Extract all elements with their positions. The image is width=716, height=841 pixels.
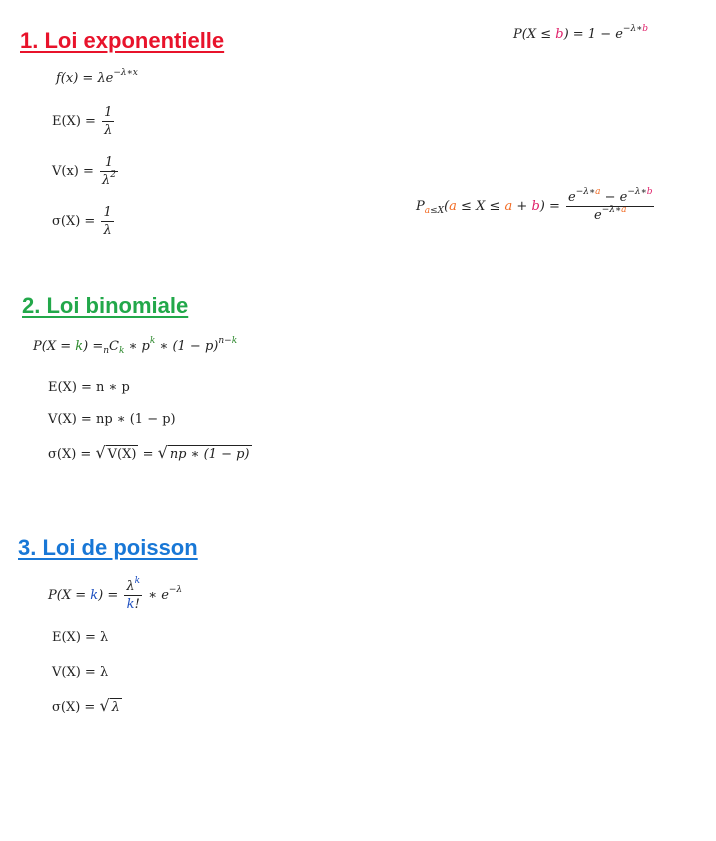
binom-stddev-rad1: V(X) <box>107 447 137 462</box>
exp-cdf-b: b <box>555 27 564 42</box>
binom-pmf-rest: ∗ (1 − p) <box>155 339 219 354</box>
exp-stddev-den: λ <box>101 221 113 237</box>
exp-variance-den-square: 2 <box>110 170 117 180</box>
cond-mid: ≤ X ≤ <box>456 199 505 214</box>
exp-cdf-exponent: −λ∗ <box>622 24 643 34</box>
exp-expectation-formula <box>52 106 116 137</box>
cond-open: ( <box>444 199 450 214</box>
poisson-pmf-den-k: k <box>126 597 135 612</box>
radical-icon: √ <box>157 443 168 462</box>
cond-sub-rest: ≤X <box>430 206 445 216</box>
binom-pmf-formula <box>33 336 238 356</box>
cond-a2: a <box>504 199 513 214</box>
section-title-poisson: 3. Loi de poisson <box>18 535 198 560</box>
section-title-exponential: 1. Loi exponentielle <box>20 28 225 53</box>
binom-pmf-n-sub: n <box>103 346 110 356</box>
exp-density-formula <box>56 68 138 86</box>
cond-num-exp1: −λ∗ <box>575 187 596 197</box>
poisson-pmf-rest: ∗ e <box>144 588 169 603</box>
binom-pmf-p: ∗ p <box>124 339 150 354</box>
binom-stddev-rad2: np ∗ (1 − p) <box>169 447 250 462</box>
cond-den-exp: −λ∗ <box>601 205 622 215</box>
exp-variance-num: 1 <box>104 155 114 170</box>
cond-num-e1: e <box>568 190 576 205</box>
cond-den-e: e <box>594 208 602 223</box>
cond-b: b <box>531 199 540 214</box>
binom-pmf-k: k <box>75 339 84 354</box>
poisson-pmf-num-k: k <box>134 576 141 586</box>
poisson-expectation-formula: E(X) = λ <box>52 630 109 645</box>
poisson-stddev-lhs: σ(X) = <box>52 700 100 715</box>
poisson-pmf-exp: −λ <box>168 585 183 595</box>
poisson-pmf-lhs: P(X = <box>48 588 91 603</box>
poisson-pmf-den-fact: ! <box>134 597 140 612</box>
poisson-stddev-formula <box>52 698 122 714</box>
section-title-binomial: 2. Loi binomiale <box>22 293 189 318</box>
poisson-pmf-mid: ) = <box>98 588 119 603</box>
exp-cdf-exponent-b: b <box>642 24 649 34</box>
cond-num-exp2: −λ∗ <box>627 187 647 197</box>
exp-expectation-lhs: E(X) = <box>52 114 96 129</box>
exp-cdf-lhs: P(X ≤ <box>513 27 556 42</box>
cond-close: ) = <box>539 199 560 214</box>
poisson-pmf-formula <box>48 576 183 612</box>
cond-num-exp2-b: b <box>646 187 653 197</box>
radical-icon: √ <box>95 443 106 462</box>
poisson-stddev-rad: λ <box>111 700 120 715</box>
exp-variance-lhs: V(x) = <box>52 164 94 179</box>
binom-stddev-eq: = <box>138 447 158 462</box>
exp-density-exponent: −λ∗x <box>113 68 138 78</box>
binom-stddev-lhs: σ(X) = <box>48 447 96 462</box>
cond-num-minus: − e <box>600 190 628 205</box>
binom-pmf-k-sup: k <box>149 336 156 346</box>
poisson-pmf-k: k <box>90 588 99 603</box>
poisson-pmf-num-lambda: λ <box>126 579 135 594</box>
radical-icon: √ <box>99 696 110 715</box>
cond-P: P <box>416 199 425 214</box>
exp-stddev-formula <box>52 206 116 237</box>
cond-a: a <box>449 199 457 214</box>
exp-cdf-mid: ) = 1 − e <box>563 27 623 42</box>
cond-plus: + <box>512 199 532 214</box>
cond-num-exp1-a: a <box>595 187 601 197</box>
exp-variance-den: λ <box>102 173 111 188</box>
binom-pmf-C: C <box>109 339 119 354</box>
exp-density-lhs: f(x) = λe <box>56 71 114 86</box>
binom-pmf-exp: n− <box>218 336 232 346</box>
binom-pmf-mid: ) = <box>83 339 104 354</box>
exp-stddev-num: 1 <box>103 205 112 220</box>
exp-variance-formula <box>52 156 120 187</box>
binom-pmf-exp-k: k <box>231 336 238 346</box>
binom-expectation-formula: E(X) = n ∗ p <box>48 380 130 395</box>
binom-pmf-k-sub: k <box>118 346 125 356</box>
binom-stddev-formula <box>48 445 252 461</box>
poisson-variance-formula: V(X) = λ <box>52 665 109 680</box>
exp-conditional-formula <box>416 187 656 223</box>
binom-variance-formula: V(X) = np ∗ (1 − p) <box>48 412 176 427</box>
exp-expectation-den: λ <box>102 121 114 137</box>
cond-sub-a: a <box>424 206 431 216</box>
exp-expectation-num: 1 <box>104 105 113 120</box>
cond-den-exp-a: a <box>621 205 627 215</box>
exp-stddev-lhs: σ(X) = <box>52 214 96 229</box>
exp-cdf-formula <box>513 24 649 42</box>
binom-pmf-lhs: P(X = <box>33 339 76 354</box>
